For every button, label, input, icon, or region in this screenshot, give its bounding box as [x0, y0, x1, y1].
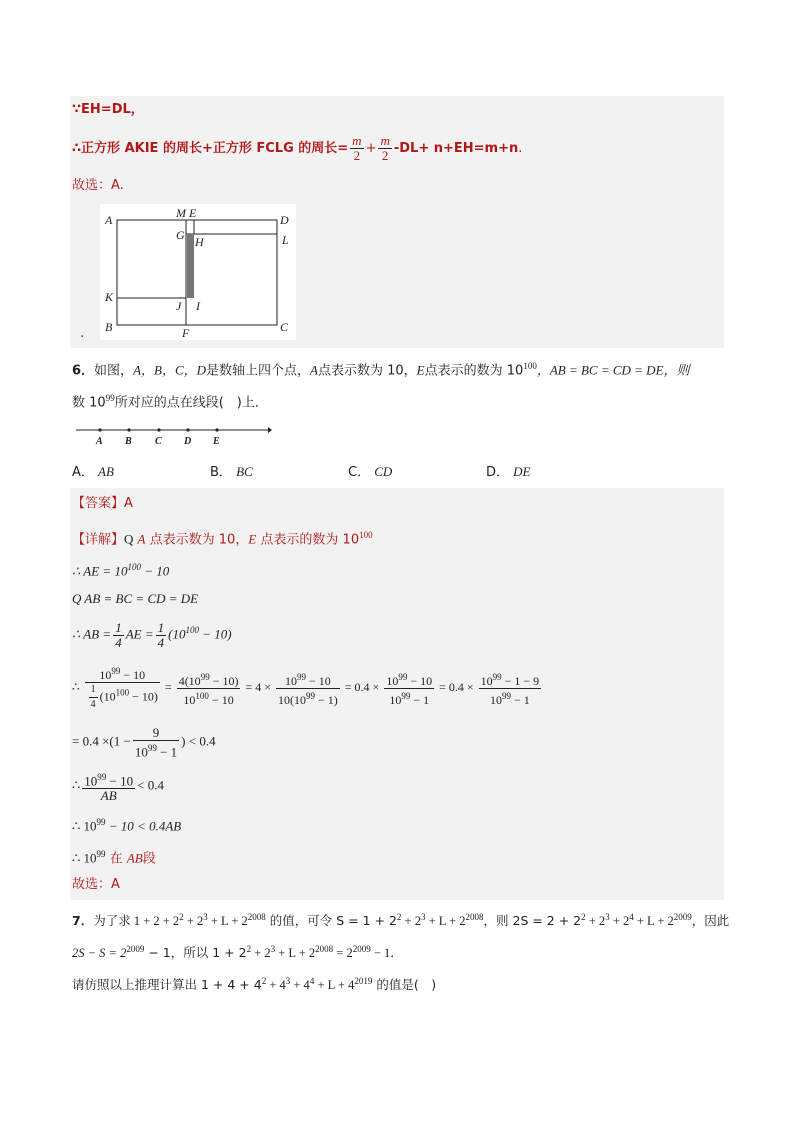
detail-line: 【详解】Q A 点表示数为 10，E 点表示的数为 $10^{100}$	[72, 530, 373, 548]
option-C[interactable]: C． CD	[348, 464, 393, 480]
label-F: F	[182, 326, 190, 340]
axis-point-E: E	[213, 436, 220, 447]
label-L: L	[282, 233, 289, 247]
q6-line-2: 数 $10^{99}$所对应的点在线段( )上．	[72, 393, 268, 411]
label-J: J	[176, 299, 182, 313]
step-2: Q AB = BC = CD = DE	[72, 591, 199, 606]
solution-line-2: ∴正方形 AKIE 的周长+正方形 FCLG 的周长= $\frac{m}{2}$ + $\frac{m}{2}$ -DL+ n+EH=m+n.	[72, 133, 523, 163]
label-I: I	[196, 299, 200, 313]
label-H: H	[195, 235, 204, 249]
number-line	[76, 422, 272, 450]
label-A: A	[105, 213, 113, 227]
step-8: ∴ $10^{99}$ 在 AB段	[72, 849, 156, 867]
q7-line-1: 7．为了求 $1 + 2 + 2^2 + 2^3 + L + 2^{2008}$ 的值，可令 $S = 1 + 2^2 + 2^3 + L + 2^{2008}$，则 $2S = 2 + 2^2 + 2^3 + 2^4 + L + 2^{2009}$，因此	[72, 912, 730, 929]
final-choice: 故选：A	[72, 877, 120, 892]
label-G: G	[176, 228, 185, 242]
label-B: B	[105, 320, 113, 334]
figure-dot: .	[80, 325, 85, 341]
label-M: M	[176, 206, 186, 220]
step-1: ∴ AE = $10^{100} - 10$	[72, 562, 170, 579]
answer-label: 【答案】A	[72, 496, 133, 511]
label-K: K	[105, 290, 114, 304]
q7-line-2: $2S - S = 2^{2009} - 1$，所以 $1 + 2^2 + 2^3 + L + 2^{2008} = 2^{2009} - 1$．	[72, 944, 403, 961]
axis-point-D: D	[184, 436, 192, 447]
axis-point-B: B	[125, 436, 132, 447]
q7-line-3: 请仿照以上推理计算出 $1 + 4 + 4^2 + 4^3 + 4^4 + L + 4^{2019}$ 的值是( )	[72, 976, 437, 993]
axis-point-A: A	[96, 436, 103, 447]
step-5: = 0.4 ×(1 − $\frac{9}{10^{99} - 1}$ ) < 0.4	[72, 725, 216, 760]
option-D[interactable]: D． DE	[486, 464, 531, 480]
step-4: ∴ $10^{99} - 10$ $\frac{1}{4}$ $(10^{100} - 10)$ = $\frac{4(10^{99} - 10)}{10^{100} - 10}$ = 4 × $\frac{10^{99} - 10}{10(10^{99} - 1)}$ = 0.4 × $\frac{10^{99} - 10}{10^{99} - 1}$ = 0.4 × $\frac{10^{99} - 1 - 9}{10^{99} - 1}$	[72, 666, 540, 710]
step-3: ∴ AB = $\frac{1}{4}$ AE = $\frac{1}{4}$ $(10^{100} - 10)$	[72, 619, 232, 650]
step-6: ∴ $\frac{10^{99} - 10}{AB}$ < 0.4	[72, 772, 164, 804]
solution-line-3: 故选：A.	[72, 178, 124, 193]
geometry-figure	[100, 204, 296, 340]
label-C: C	[280, 320, 289, 334]
axis-point-C: C	[155, 436, 162, 447]
option-A[interactable]: A． AB	[72, 464, 114, 480]
solution-line-1: ∵EH=DL，	[72, 102, 144, 117]
label-E: E	[189, 206, 197, 220]
label-D: D	[280, 213, 289, 227]
step-7: ∴ $10^{99} - 10 < 0.4AB$	[72, 817, 182, 834]
q6-line-1: 6．如图，A，B，C，D是数轴上四个点，A点表示数为 10，E点表示的数为 $10^{100}$，AB = BC = CD = DE，则	[72, 361, 690, 379]
option-B[interactable]: B． BC	[210, 464, 253, 480]
